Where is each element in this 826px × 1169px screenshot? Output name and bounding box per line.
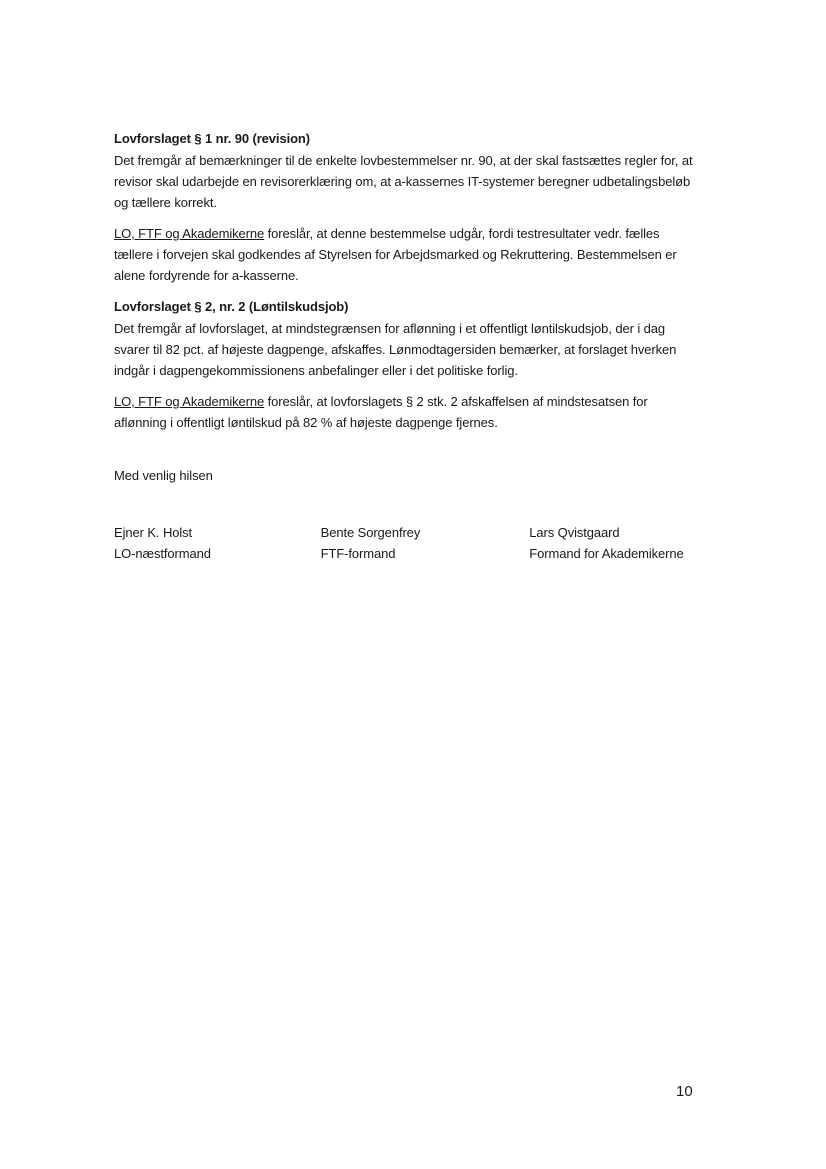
page-number: 10 [676, 1083, 693, 1100]
signer-title: Formand for Akademikerne [529, 546, 684, 561]
closing-greeting: Med venlig hilsen [114, 468, 213, 483]
signer-title: LO-næstformand [114, 546, 211, 561]
signer-name: Lars Qvistgaard [529, 525, 620, 540]
proposal-organisations: LO, FTF og Akademikerne [114, 226, 265, 241]
section-heading: Lovforslaget § 2, nr. 2 (Løntilskudsjob) [114, 299, 349, 314]
proposal-text: foreslår, at lovforslagets § 2 stk. 2 afskaffelsen af mindstesatsen for aflønning i offentligt løntilskud på 82 % af højeste dagpenge fjernes. [114, 394, 648, 430]
section-paragraph: Det fremgår af lovforslaget, at mindstegrænsen for aflønning i et offentligt løntilskudsjob, der i dag svarer til 82 pct. af højeste dagpenge, afskaffes. Lønmodtagersiden bemærker, at forslaget hverken indgår i dagpengekommissionens anbefalinger eller i det politiske forlig. [114, 321, 677, 378]
signer-name: Bente Sorgenfrey [320, 525, 421, 540]
letter-body [114, 128, 699, 564]
section-paragraph: Det fremgår af bemærkninger til de enkelte lovbestemmelser nr. 90, at der skal fastsættes regler for, at revisor skal udarbejde en revisorerklæring om, at a-kassernes IT-systemer beregner udbetalingsbeløb og tællere korrekt. [114, 153, 693, 210]
proposal-organisations: LO, FTF og Akademikerne [114, 394, 265, 409]
signature-ftf [321, 522, 530, 564]
section-loentilskud [114, 296, 699, 433]
signature-block [114, 522, 699, 564]
section-heading: Lovforslaget § 1 nr. 90 (revision) [114, 131, 310, 146]
signature-akademikerne [529, 522, 699, 564]
proposal-text: foreslår, at denne bestemmelse udgår, fordi testresultater vedr. fælles tællere i forvejen skal godkendes af Styrelsen for Arbejdsmarked og Rekruttering. Bestemmelsen er alene fordyrende for a-kasserne. [114, 226, 677, 283]
section-revision [114, 128, 699, 286]
proposal-paragraph [114, 223, 699, 286]
signature-lo [114, 522, 321, 564]
proposal-paragraph [114, 391, 699, 433]
signer-name: Ejner K. Holst [114, 525, 193, 540]
signer-title: FTF-formand [320, 546, 396, 561]
